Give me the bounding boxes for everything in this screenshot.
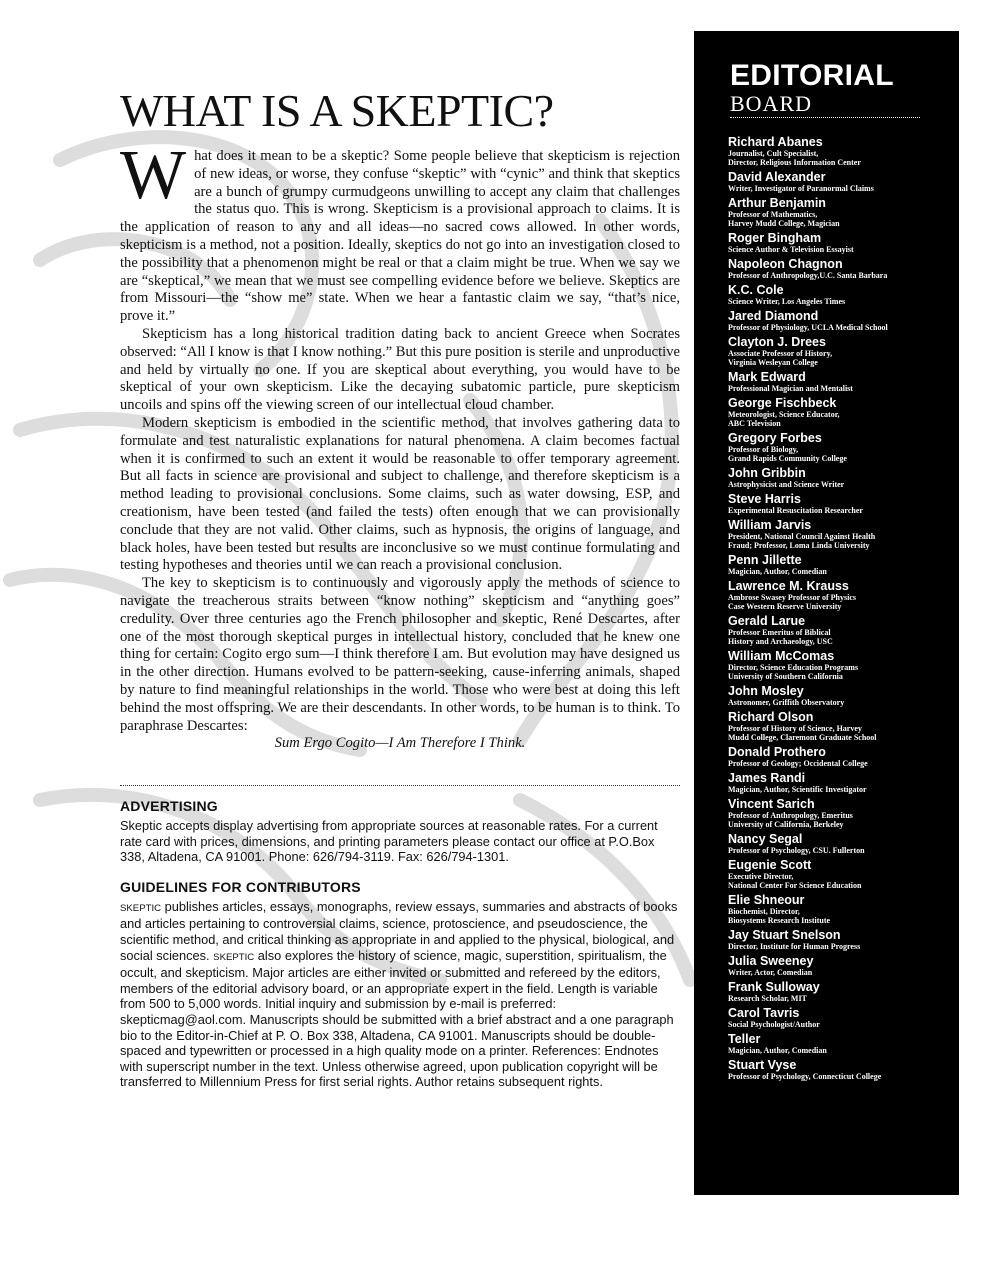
member-role: Professor Emeritus of Biblical History and Archaeology, USC [728,628,833,646]
member-name: Penn Jillette [728,553,802,567]
member-name: Steve Harris [728,492,801,506]
member-role: Writer, Investigator of Paranormal Claims [728,184,874,193]
member-name: John Mosley [728,684,804,698]
closing-line: Sum Ergo Cogito—I Am Therefore I Think. [274,735,526,752]
board-member [728,136,958,167]
board-member [728,467,958,489]
board-member [728,1007,958,1029]
member-role: Science Author & Television Essayist [728,245,854,254]
member-name: James Randi [728,771,806,785]
member-name: Richard Abanes [728,135,823,149]
member-name: Elie Shneour [728,893,805,907]
member-name: Donald Prothero [728,745,826,759]
board-member [728,554,958,576]
member-role: Associate Professor of History, Virginia Wesleyan College [728,349,833,367]
main-column [120,86,680,1090]
member-name: Vincent Sarich [728,797,815,811]
member-role: Social Psychologist/Author [728,1020,820,1029]
member-role: Astronomer, Griffith Observatory [728,698,845,707]
board-member [728,336,958,367]
member-role: Professor of Mathematics, Harvey Mudd College, Magician [728,210,840,228]
board-divider [730,117,920,118]
member-role: Professor of Anthropology,U.C. Santa Barbara [728,271,888,280]
member-name: Teller [728,1032,761,1046]
board-title: EDITORIAL [730,59,894,92]
board-member [728,371,958,393]
board-member [728,981,958,1003]
member-role: Writer, Actor, Comedian [728,968,813,977]
board-member [728,746,958,768]
section-divider [120,785,680,786]
member-name: David Alexander [728,170,826,184]
member-role: Professor of Geology; Occidental College [728,759,868,768]
board-member [728,859,958,890]
advertising-heading: ADVERTISING [120,798,218,815]
member-name: Stuart Vyse [728,1058,797,1072]
board-member [728,284,958,306]
member-role: Professor of History of Science, Harvey Mudd College, Claremont Graduate School [728,724,877,742]
member-role: Director, Science Education Programs University of Southern California [728,663,859,681]
member-name: William Jarvis [728,518,812,532]
advertising-body: Skeptic accepts display advertising from appropriate sources at reasonable rates. For a current rate card with prices, dimensions, and printing parameters please contact our office at P.O.Box 338, Altadena, CA 91001. Phone: 626/794-3119. Fax: 626/794-1301. [120,818,658,865]
member-name: John Gribbin [728,466,806,480]
member-name: Gregory Forbes [728,431,822,445]
member-role: Professor of Psychology, CSU. Fullerton [728,846,865,855]
board-member [728,519,958,550]
board-member [728,711,958,742]
member-role: Biochemist, Director, Biosystems Research Institute [728,907,831,925]
article-paragraph: The key to skepticism is to continuously and vigorously apply the methods of science to navigate the treacherous straits between “know nothing” skepticism and “anything goes” credulity. Over three centuries ago the French philosopher and skeptic, René Descartes, after one of the most thorough skeptical purges in intellectual history, concluded that he knew one thing for certain: Cogito ergo sum—I think therefore I am. But evolution may have designed us in the other direction. Humans evolved to be pattern-seeking, cause-inferring animals, shaped by nature to find meaningful relationships in the world. Those who were best at doing this left behind the most offspring. We are their descendants. In other words, to be human is to think. To paraphrase Descartes: [120,575,680,734]
board-member [728,650,958,681]
board-member [728,955,958,977]
member-role: Astrophysicist and Science Writer [728,480,845,489]
board-member-list [728,136,958,1085]
article-title: WHAT IS A SKEPTIC? [120,85,554,136]
board-member [728,772,958,794]
member-role: Professor of Anthropology, Emeritus University of California, Berkeley [728,811,853,829]
member-name: K.C. Cole [728,283,784,297]
board-member [728,171,958,193]
board-member [728,493,958,515]
drop-cap: W [120,137,187,214]
member-name: Roger Bingham [728,231,822,245]
member-name: Arthur Benjamin [728,196,826,210]
member-role: Magician, Author, Scientific Investigator [728,785,867,794]
member-role: Director, Institute for Human Progress [728,942,861,951]
guidelines-body: SKEPTIC publishes articles, essays, monographs, review essays, summaries and abstracts of books and articles pertaining to controversial claims, science, protoscience, and pseudoscience, the scientific method, and critical thinking as appropriate in and applied to the physical, biological, and social sciences. SKEPTIC also explores the history of science, magic, superstition, spiritualism, the occult, and skepticism. Major articles are either invited or submitted and refereed by the editors, members of the editorial advisory board, or an appropriate expert in the field. Length is variable from 500 to 5,000 words. Initial inquiry and submission by e-mail is preferred: skepticmag@aol.com. Manuscripts should be submitted with a brief abstract and a one paragraph bio to the Editor-in-Chief at P. O. Box 338, Altadena, CA 91001. Manuscripts should be double-spaced and typewritten or processed in a high quality mode on a printer. References: Endnotes with superscript number in the text. Unless otherwise agreed, upon publication copyright will be transferred to Millennium Press for first serial rights. Author retains subsequent rights. [120,898,678,1090]
member-role: President, National Council Against Health Fraud; Professor, Loma Linda University [728,532,876,550]
member-name: Mark Edward [728,370,806,384]
board-member [728,432,958,463]
member-name: Napoleon Chagnon [728,257,843,271]
board-member [728,232,958,254]
board-member [728,615,958,646]
member-name: Clayton J. Drees [728,335,826,349]
board-member [728,685,958,707]
member-role: Professor of Biology, Grand Rapids Community College [728,445,847,463]
editorial-board-sidebar [694,31,959,1195]
board-member [728,894,958,925]
member-name: Jared Diamond [728,309,819,323]
member-name: Jay Stuart Snelson [728,928,841,942]
board-member [728,1059,958,1081]
member-name: William McComas [728,649,835,663]
article-body [120,137,680,753]
member-role: Meteorologist, Science Educator, ABC Television [728,410,840,428]
member-role: Journalist, Cult Specialist, Director, Religious Information Center [728,149,861,167]
member-name: Lawrence M. Krauss [728,579,849,593]
member-role: Magician, Author, Comedian [728,1046,827,1055]
guidelines-heading: GUIDELINES FOR CONTRIBUTORS [120,878,361,895]
member-role: Experimental Resuscitation Researcher [728,506,863,515]
member-name: Gerald Larue [728,614,806,628]
board-member [728,580,958,611]
member-role: Science Writer, Los Angeles Times [728,297,846,306]
board-member [728,929,958,951]
article-paragraph: Modern skepticism is embodied in the scientific method, that involves gathering data to formulate and test naturalistic explanations for natural phenomena. A claim becomes factual when it is confirmed to such an extent it would be reasonable to offer temporary agreement. But all facts in science are provisional and subject to challenge, and therefore skepticism is a method leading to provisional conclusions. Some claims, such as water dowsing, ESP, and creationism, have been tested (and failed the tests) often enough that we can provisionally conclude that they are not valid. Other claims, such as hypnosis, the origins of language, and black holes, have been tested but results are inconclusive so we must continue formulating and testing hypotheses and theories until we can reach a provisional conclusion. [120,414,680,574]
member-role: Executive Director, National Center For Science Education [728,872,862,890]
board-member [728,833,958,855]
member-role: Research Scholar, MIT [728,994,807,1003]
member-name: Richard Olson [728,710,814,724]
member-role: Magician, Author, Comedian [728,567,827,576]
member-role: Professor of Psychology, Connecticut College [728,1072,882,1081]
member-name: George Fischbeck [728,396,837,410]
board-member [728,397,958,428]
board-member [728,197,958,228]
article-paragraph: Skepticism has a long historical tradition dating back to ancient Greece when Socrates observed: “All I know is that I know nothing.” But this pure position is sterile and unproductive and held by virtually no one. If you are skeptical about everything, you would have to be skeptical of your own skepticism. Like the decaying subatomic particle, pure skepticism uncoils and spins off the viewing screen of our intellectual cloud chamber. [120,325,680,414]
member-role: Professor of Physiology, UCLA Medical School [728,323,888,332]
board-member [728,798,958,829]
board-member [728,1033,958,1055]
member-name: Eugenie Scott [728,858,812,872]
member-role: Ambrose Swasey Professor of Physics Case Western Reserve University [728,593,856,611]
member-name: Frank Sulloway [728,980,820,994]
member-role: Professional Magician and Mentalist [728,384,853,393]
article-paragraph: What does it mean to be a skeptic? Some people believe that skepticism is rejection of new ideas, or worse, they confuse “skeptic” with “cynic” and think that skeptics are a bunch of grumpy curmudgeons unwilling to accept any claim that challenges the status quo. This is wrong. Skepticism is a provisional approach to claims. It is the application of reason to any and all ideas—no sacred cows allowed. In other words, skepticism is a method, not a position. Ideally, skeptics do not go into an investigation closed to the possibility that a phenomenon might be real or that a claim might be true. When we say we are “skeptical,” we mean that we must see compelling evidence before we believe. Skeptics are from Missouri—the “show me” state. When we hear a fantastic claim we say, “that’s nice, prove it.” [120,137,680,325]
board-member [728,310,958,332]
board-subtitle: BOARD [730,91,813,116]
member-name: Carol Tavris [728,1006,800,1020]
member-name: Julia Sweeney [728,954,814,968]
member-name: Nancy Segal [728,832,803,846]
board-member [728,258,958,280]
